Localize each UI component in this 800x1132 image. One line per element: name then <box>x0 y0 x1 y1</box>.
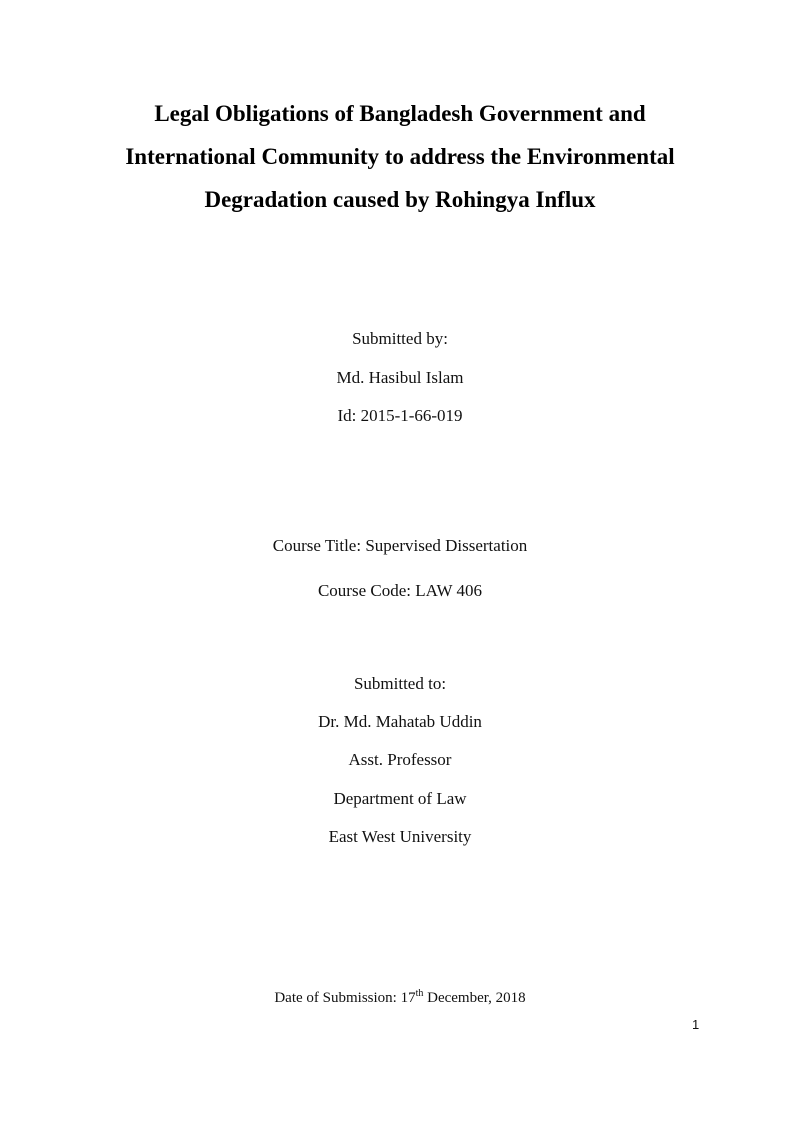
student-id: Id: 2015-1-66-019 <box>337 406 463 425</box>
course-code: Course Code: LAW 406 <box>317 581 483 600</box>
submission-date-prefix: Date of Submission: 17 <box>274 990 416 1006</box>
submission-date <box>0 987 800 1009</box>
supervisor-department: Department of Law <box>333 789 467 808</box>
student-name: Md. Hasibul Islam <box>336 368 464 387</box>
page-number: 1 <box>692 1017 700 1032</box>
supervisor-designation: Asst. Professor <box>348 750 452 769</box>
submission-date-superscript: th <box>415 988 424 999</box>
title-line-3: Degradation caused by Rohingya Influx <box>204 187 596 212</box>
submission-date-suffix: December, 2018 <box>423 990 526 1006</box>
title-line-1: Legal Obligations of Bangladesh Government and <box>154 101 646 126</box>
title-line-2: International Community to address the Environmental <box>125 144 675 169</box>
supervisor-name: Dr. Md. Mahatab Uddin <box>318 712 482 731</box>
document-title <box>0 92 800 221</box>
submitted-by-label: Submitted by: <box>352 329 448 348</box>
course-title: Course Title: Supervised Dissertation <box>272 536 528 555</box>
supervisor-university: East West University <box>328 827 472 846</box>
submitted-to-label: Submitted to: <box>353 674 447 693</box>
